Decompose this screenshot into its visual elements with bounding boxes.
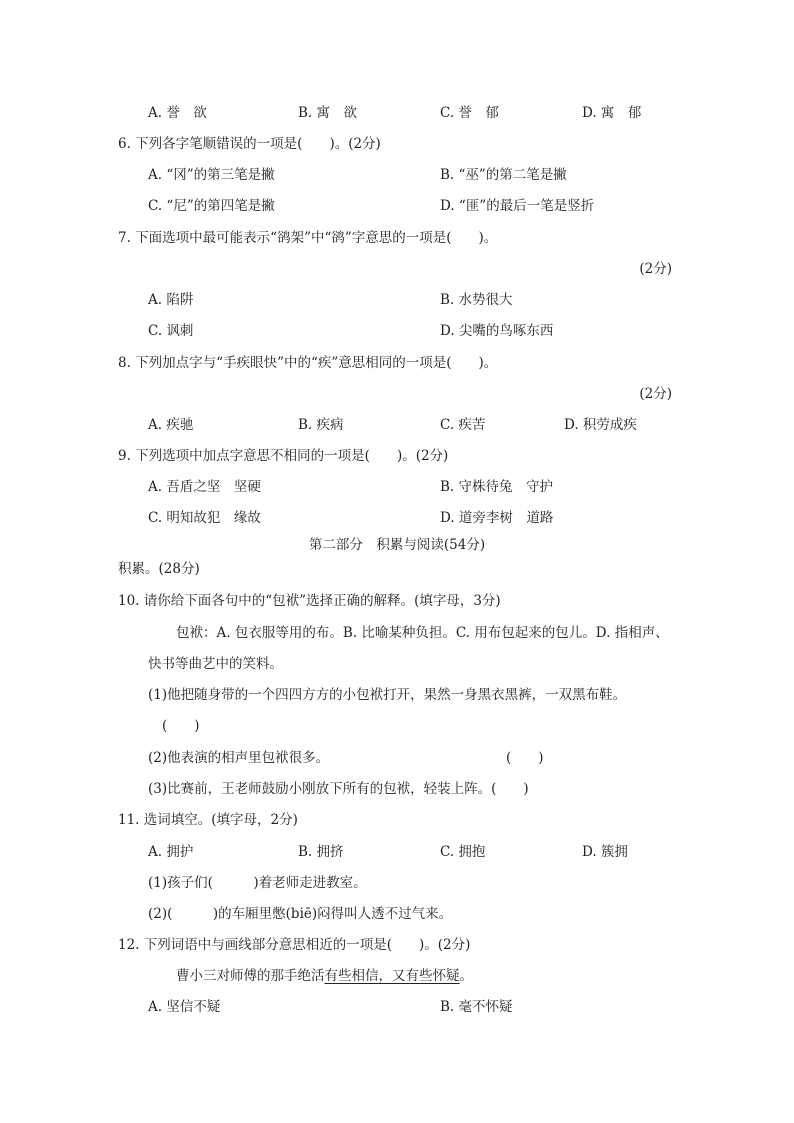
q6-option-d: D. “匪”的最后一笔是竖折: [440, 198, 595, 214]
q10-sentence-1: (1)他把随身带的一个四四方方的小包袱打开，果然一身黑衣黑裤，一双黑布鞋。: [148, 687, 627, 703]
section-heading: 积累。(28分): [118, 561, 200, 577]
q11-option-d: D. 簇拥: [582, 844, 628, 860]
q9-option-c: C. 明知故犯 缘故: [148, 510, 261, 526]
q8-option-b: B. 疾病: [298, 417, 344, 433]
q7-stem: 7. 下面选项中最可能表示“鹆架”中“鹆”字意思的一项是( )。: [118, 230, 498, 246]
q11-option-a: A. 拥护: [148, 844, 194, 860]
q8-option-a: A. 疾驰: [148, 417, 194, 433]
q7-option-b: B. 水势很大: [440, 292, 513, 308]
q11-stem: 11. 选词填空。(填字母，2分): [118, 812, 298, 828]
q9-option-d: D. 道旁李树 道路: [440, 510, 554, 526]
q11-sentence-2: (2)( )的车厢里憋(biē)闷得叫人透不过气来。: [148, 906, 453, 922]
q7-score: (2分): [639, 261, 672, 277]
q6-option-a: A. “冈”的第三笔是撇: [148, 167, 275, 183]
q10-sentence-3: (3)比赛前，王老师鼓励小刚放下所有的包袱，轻装上阵。( ): [148, 781, 529, 797]
q9-option-b: B. 守株待兔 守护: [440, 479, 554, 495]
q8-stem: 8. 下列加点字与“手疾眼快”中的“疾”意思相同的一项是( )。: [118, 355, 498, 371]
q12-sentence-underlined: 有些相信，又有些怀疑: [324, 968, 460, 984]
q12-sentence: [176, 967, 473, 985]
q5-option-d: D. 寓 郁: [582, 105, 642, 121]
q10-sentence-2: (2)他表演的相声里包袱很多。: [148, 750, 330, 766]
q8-option-c: C. 疾苦: [440, 417, 486, 433]
q11-sentence-1: (1)孩子们( )着老师走进教室。: [148, 875, 367, 891]
q5-option-a: A. 誉 欲: [148, 105, 207, 121]
q6-option-b: B. “巫”的第二笔是撇: [440, 167, 567, 183]
q10-definition-line1: 包袱：A. 包衣服等用的布。B. 比喻某种负担。C. 用布包起来的包儿。D. 指相声、: [176, 625, 669, 641]
q12-option-b: B. 毫不怀疑: [440, 999, 513, 1015]
q10-definition-line2: 快书等曲艺中的笑料。: [148, 656, 283, 672]
q7-option-d: D. 尖嘴的鸟啄东西: [440, 323, 554, 339]
q7-option-c: C. 讽刺: [148, 323, 194, 339]
q8-score: (2分): [639, 386, 672, 402]
q7-option-a: A. 陷阱: [148, 292, 194, 308]
q12-stem: 12. 下列词语中与画线部分意思相近的一项是( )。(2分): [118, 937, 471, 953]
q12-option-a: A. 坚信不疑: [148, 999, 221, 1015]
q10-sentence-2-blank: ( ): [506, 750, 544, 766]
part2-title: 第二部分 积累与阅读(54分): [308, 537, 486, 553]
q5-option-c: C. 誉 郁: [440, 105, 499, 121]
q12-sentence-post: 。: [459, 968, 473, 984]
q9-stem: 9. 下列选项中加点字意思不相同的一项是( )。(2分): [118, 448, 449, 464]
q8-option-d: D. 积劳成疾: [564, 417, 637, 433]
q12-sentence-pre: 曹小三对师傅的那手绝活: [176, 968, 325, 984]
q6-stem: 6. 下列各字笔顺错误的一项是( )。(2分): [118, 136, 381, 152]
q10-stem: 10. 请你给下面各句中的“包袱”选择正确的解释。(填字母，3分): [118, 593, 501, 609]
q11-option-b: B. 拥挤: [298, 844, 344, 860]
q11-option-c: C. 拥抱: [440, 844, 486, 860]
q9-option-a: A. 吾盾之坚 坚硬: [148, 479, 261, 495]
q10-sentence-1-blank: ( ): [162, 718, 200, 734]
q5-option-b: B. 寓 欲: [298, 105, 358, 121]
q6-option-c: C. “尼”的第四笔是撇: [148, 198, 275, 214]
